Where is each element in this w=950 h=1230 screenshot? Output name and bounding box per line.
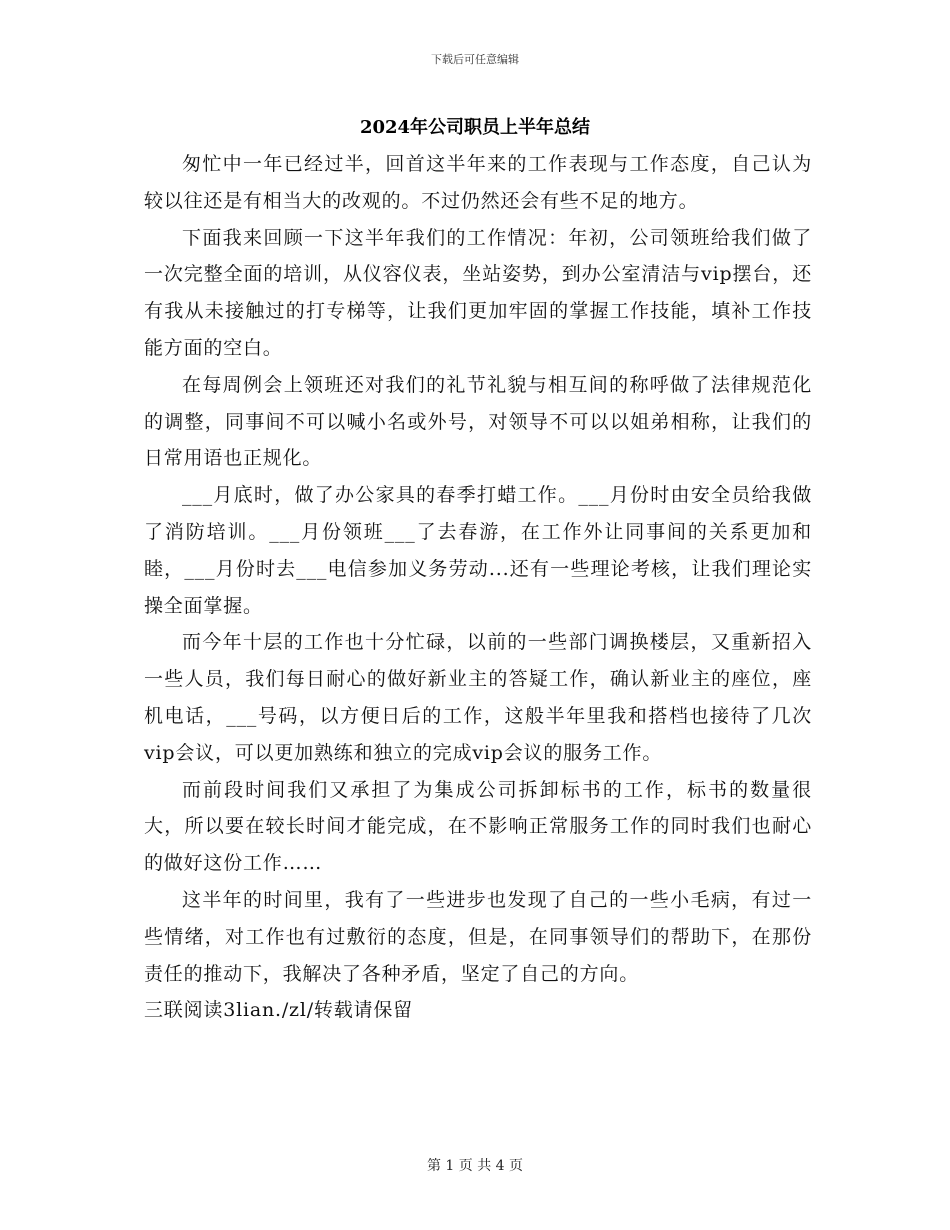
paragraph-4: ___月底时，做了办公家具的春季打蜡工作。___月份时由安全员给我做了消防培训。___月份领班___了去春游，在工作外让同事间的关系更加和睦，___月份时去___电信参加义务劳动...还有一些理论考核，让我们理论实操全面掌握。 xyxy=(144,484,812,617)
page-header-note: 下载后可任意编辑 xyxy=(431,53,519,66)
document-body xyxy=(144,146,812,1029)
paragraph-7: 这半年的时间里，我有了一些进步也发现了自己的一些小毛病，有过一些情绪，对工作也有过敷衍的态度，但是，在同事领导们的帮助下，在那份责任的推动下，我解决了各种矛盾，坚定了自己的方向。 xyxy=(144,888,812,985)
paragraph-6: 而前段时间我们又承担了为集成公司拆卸标书的工作，标书的数量很大，所以要在较长时间才能完成，在不影响正常服务工作的同时我们也耐心的做好这份工作…… xyxy=(144,778,812,875)
paragraph-2: 下面我来回顾一下这半年我们的工作情况：年初，公司领班给我们做了一次完整全面的培训，从仪容仪表，坐站姿势，到办公室清洁与vip摆台，还有我从未接触过的打专梯等，让我们更加牢固的掌握工作技能，填补工作技能方面的空白。 xyxy=(144,226,812,359)
page-indicator: 第 1 页 共 4 页 xyxy=(426,1158,524,1174)
document-title: 2024年公司职员上半年总结 xyxy=(359,117,591,138)
paragraph-5: 而今年十层的工作也十分忙碌，以前的一些部门调换楼层，又重新招入一些人员，我们每日耐心的做好新业主的答疑工作，确认新业主的座位，座机电话，___号码，以方便日后的工作，这般半年里我和搭档也接待了几次vip会议，可以更加熟练和独立的完成vip会议的服务工作。 xyxy=(144,631,812,764)
paragraph-1: 匆忙中一年已经过半，回首这半年来的工作表现与工作态度，自己认为较以往还是有相当大的改观的。不过仍然还会有些不足的地方。 xyxy=(144,153,812,212)
trailing-line: 三联阅读3lian./zl/转载请保留 xyxy=(144,999,413,1022)
paragraph-3: 在每周例会上领班还对我们的礼节礼貌与相互间的称呼做了法律规范化的调整，同事间不可以喊小名或外号，对领导不可以以姐弟相称，让我们的日常用语也正规化。 xyxy=(144,373,812,470)
